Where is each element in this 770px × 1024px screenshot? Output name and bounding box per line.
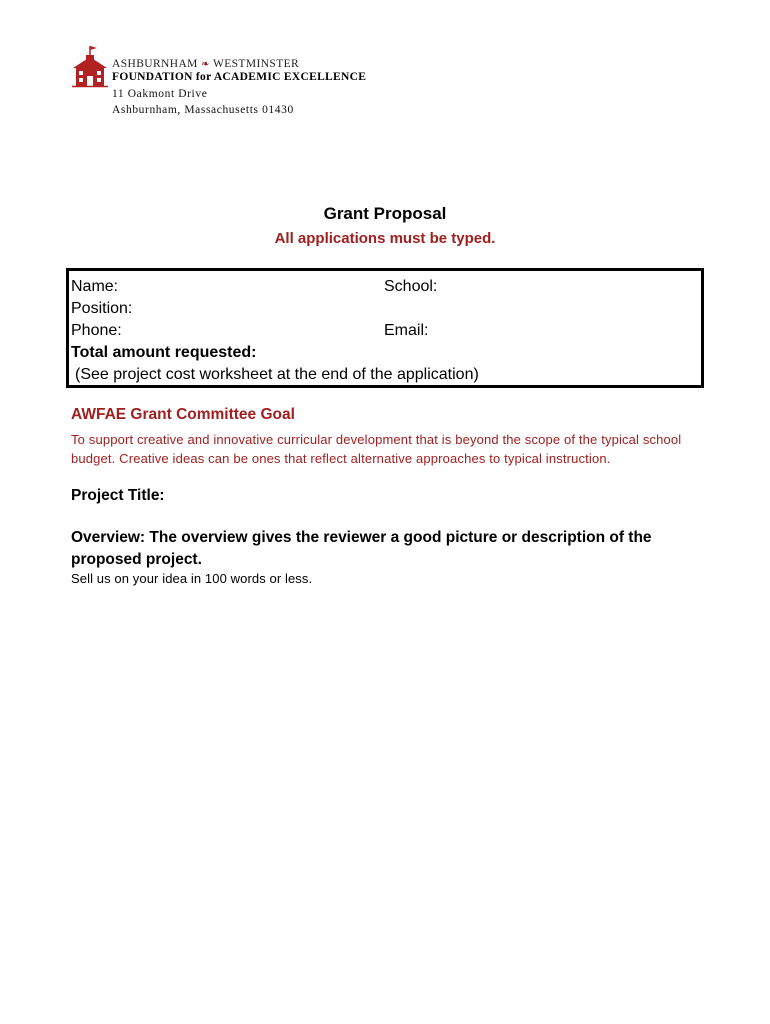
applicant-info-box <box>66 268 704 388</box>
position-field[interactable]: Position: <box>71 300 133 317</box>
total-amount-field[interactable]: Total amount requested: <box>71 344 257 361</box>
email-field[interactable]: Email: <box>384 322 429 339</box>
leaf-ornament-icon: ❧ <box>201 59 210 70</box>
school-field[interactable]: School: <box>384 278 438 295</box>
org-name-left: ASHBURNHAM <box>112 58 198 70</box>
address-line2: Ashburnham, Massachusetts 01430 <box>112 104 294 116</box>
address-line1: 11 Oakmont Drive <box>112 88 208 100</box>
overview-heading: Overview: The overview gives the reviewer a good picture or description of the proposed project. <box>71 529 652 568</box>
typed-notice: All applications must be typed. <box>274 230 496 247</box>
goal-description: To support creative and innovative curricular development that is beyond the scope of the typical school budget. Creative ideas can be ones that reflect alternative approaches to typical instruction. <box>71 432 682 466</box>
cost-worksheet-note: (See project cost worksheet at the end of the application) <box>75 366 479 383</box>
goal-heading: AWFAE Grant Committee Goal <box>71 406 295 423</box>
org-name-line2: FOUNDATION for ACADEMIC EXCELLENCE <box>112 71 367 83</box>
org-name-line1 <box>112 58 366 71</box>
name-field[interactable]: Name: <box>71 278 119 295</box>
org-name-right: WESTMINSTER <box>212 58 300 70</box>
page-title: Grant Proposal <box>323 204 447 223</box>
overview-hint: Sell us on your idea in 100 words or less. <box>71 571 313 586</box>
project-title-label: Project Title: <box>71 487 165 504</box>
organization-header <box>112 58 366 118</box>
schoolhouse-logo-icon <box>70 44 110 88</box>
phone-field[interactable]: Phone: <box>71 322 122 339</box>
